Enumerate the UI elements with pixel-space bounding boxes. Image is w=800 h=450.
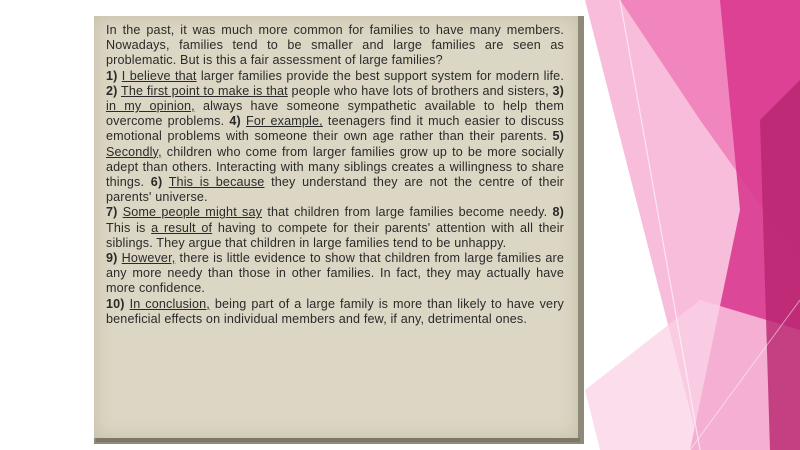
phrase-8: a result of <box>151 220 213 235</box>
text-6: they understand they are not the centre of their parents' universe. <box>106 175 565 205</box>
marker-3: 3) <box>552 83 564 98</box>
phrase-3: in my opinion, <box>106 99 195 114</box>
text-1: larger families provide the best support system for modern life. <box>200 68 564 83</box>
text-7: that children from large families become needy. <box>267 205 548 220</box>
text-4: teenagers find it much easier to discuss emotional problems with someone their own age rather than their parents. <box>106 114 564 144</box>
marker-9: 9) <box>106 251 118 266</box>
paragraph-2 <box>106 205 564 251</box>
marker-1: 1) <box>106 68 118 83</box>
text-8-pre: This is <box>106 220 146 235</box>
paragraph-4 <box>106 297 564 327</box>
phrase-1: I believe that <box>121 68 197 83</box>
marker-10: 10) <box>106 296 125 311</box>
text-5: children who come from larger families grow up to be more socially adept than others. Interacting with many siblings creates a willingness to share things. <box>106 144 564 190</box>
marker-7: 7) <box>106 205 118 220</box>
paragraph-3 <box>106 251 564 297</box>
text-9: there is little evidence to show that children from large families are any more needy than those in other families. In fact, they may actually have more confidence. <box>106 251 564 296</box>
marker-8: 8) <box>552 205 565 220</box>
text-10: being part of a large family is more than likely to have very beneficial effects on individual members and few, if any, detrimental ones. <box>106 296 564 326</box>
essay-text <box>106 23 564 327</box>
marker-6: 6) <box>150 175 163 190</box>
marker-5: 5) <box>552 129 565 144</box>
text-8: having to compete for their parents' attention with all their siblings. They argue that children in large families tend to be unhappy. <box>106 220 564 250</box>
essay-intro: In the past, it was much more common for families to have many members. Nowadays, families tend to be smaller and large families are seen as problematic. But is this a fair assessment of large families? <box>106 23 564 68</box>
phrase-7: Some people might say <box>122 205 263 220</box>
phrase-4: For example, <box>246 114 323 129</box>
phrase-10: In conclusion, <box>129 296 210 311</box>
phrase-6: This is because <box>168 175 265 190</box>
phrase-2: The first point to make is that <box>121 83 288 98</box>
scanned-textbook-page <box>94 16 584 444</box>
text-2: people who have lots of brothers and sisters, <box>291 83 549 98</box>
marker-2: 2) <box>106 83 118 98</box>
marker-4: 4) <box>229 114 241 129</box>
text-3: always have someone sympathetic available to help them overcome problems. <box>106 99 564 129</box>
phrase-5: Secondly, <box>106 144 162 159</box>
phrase-9: However, <box>121 251 176 266</box>
paragraph-1 <box>106 69 564 206</box>
page-shadow-edge <box>96 438 580 442</box>
